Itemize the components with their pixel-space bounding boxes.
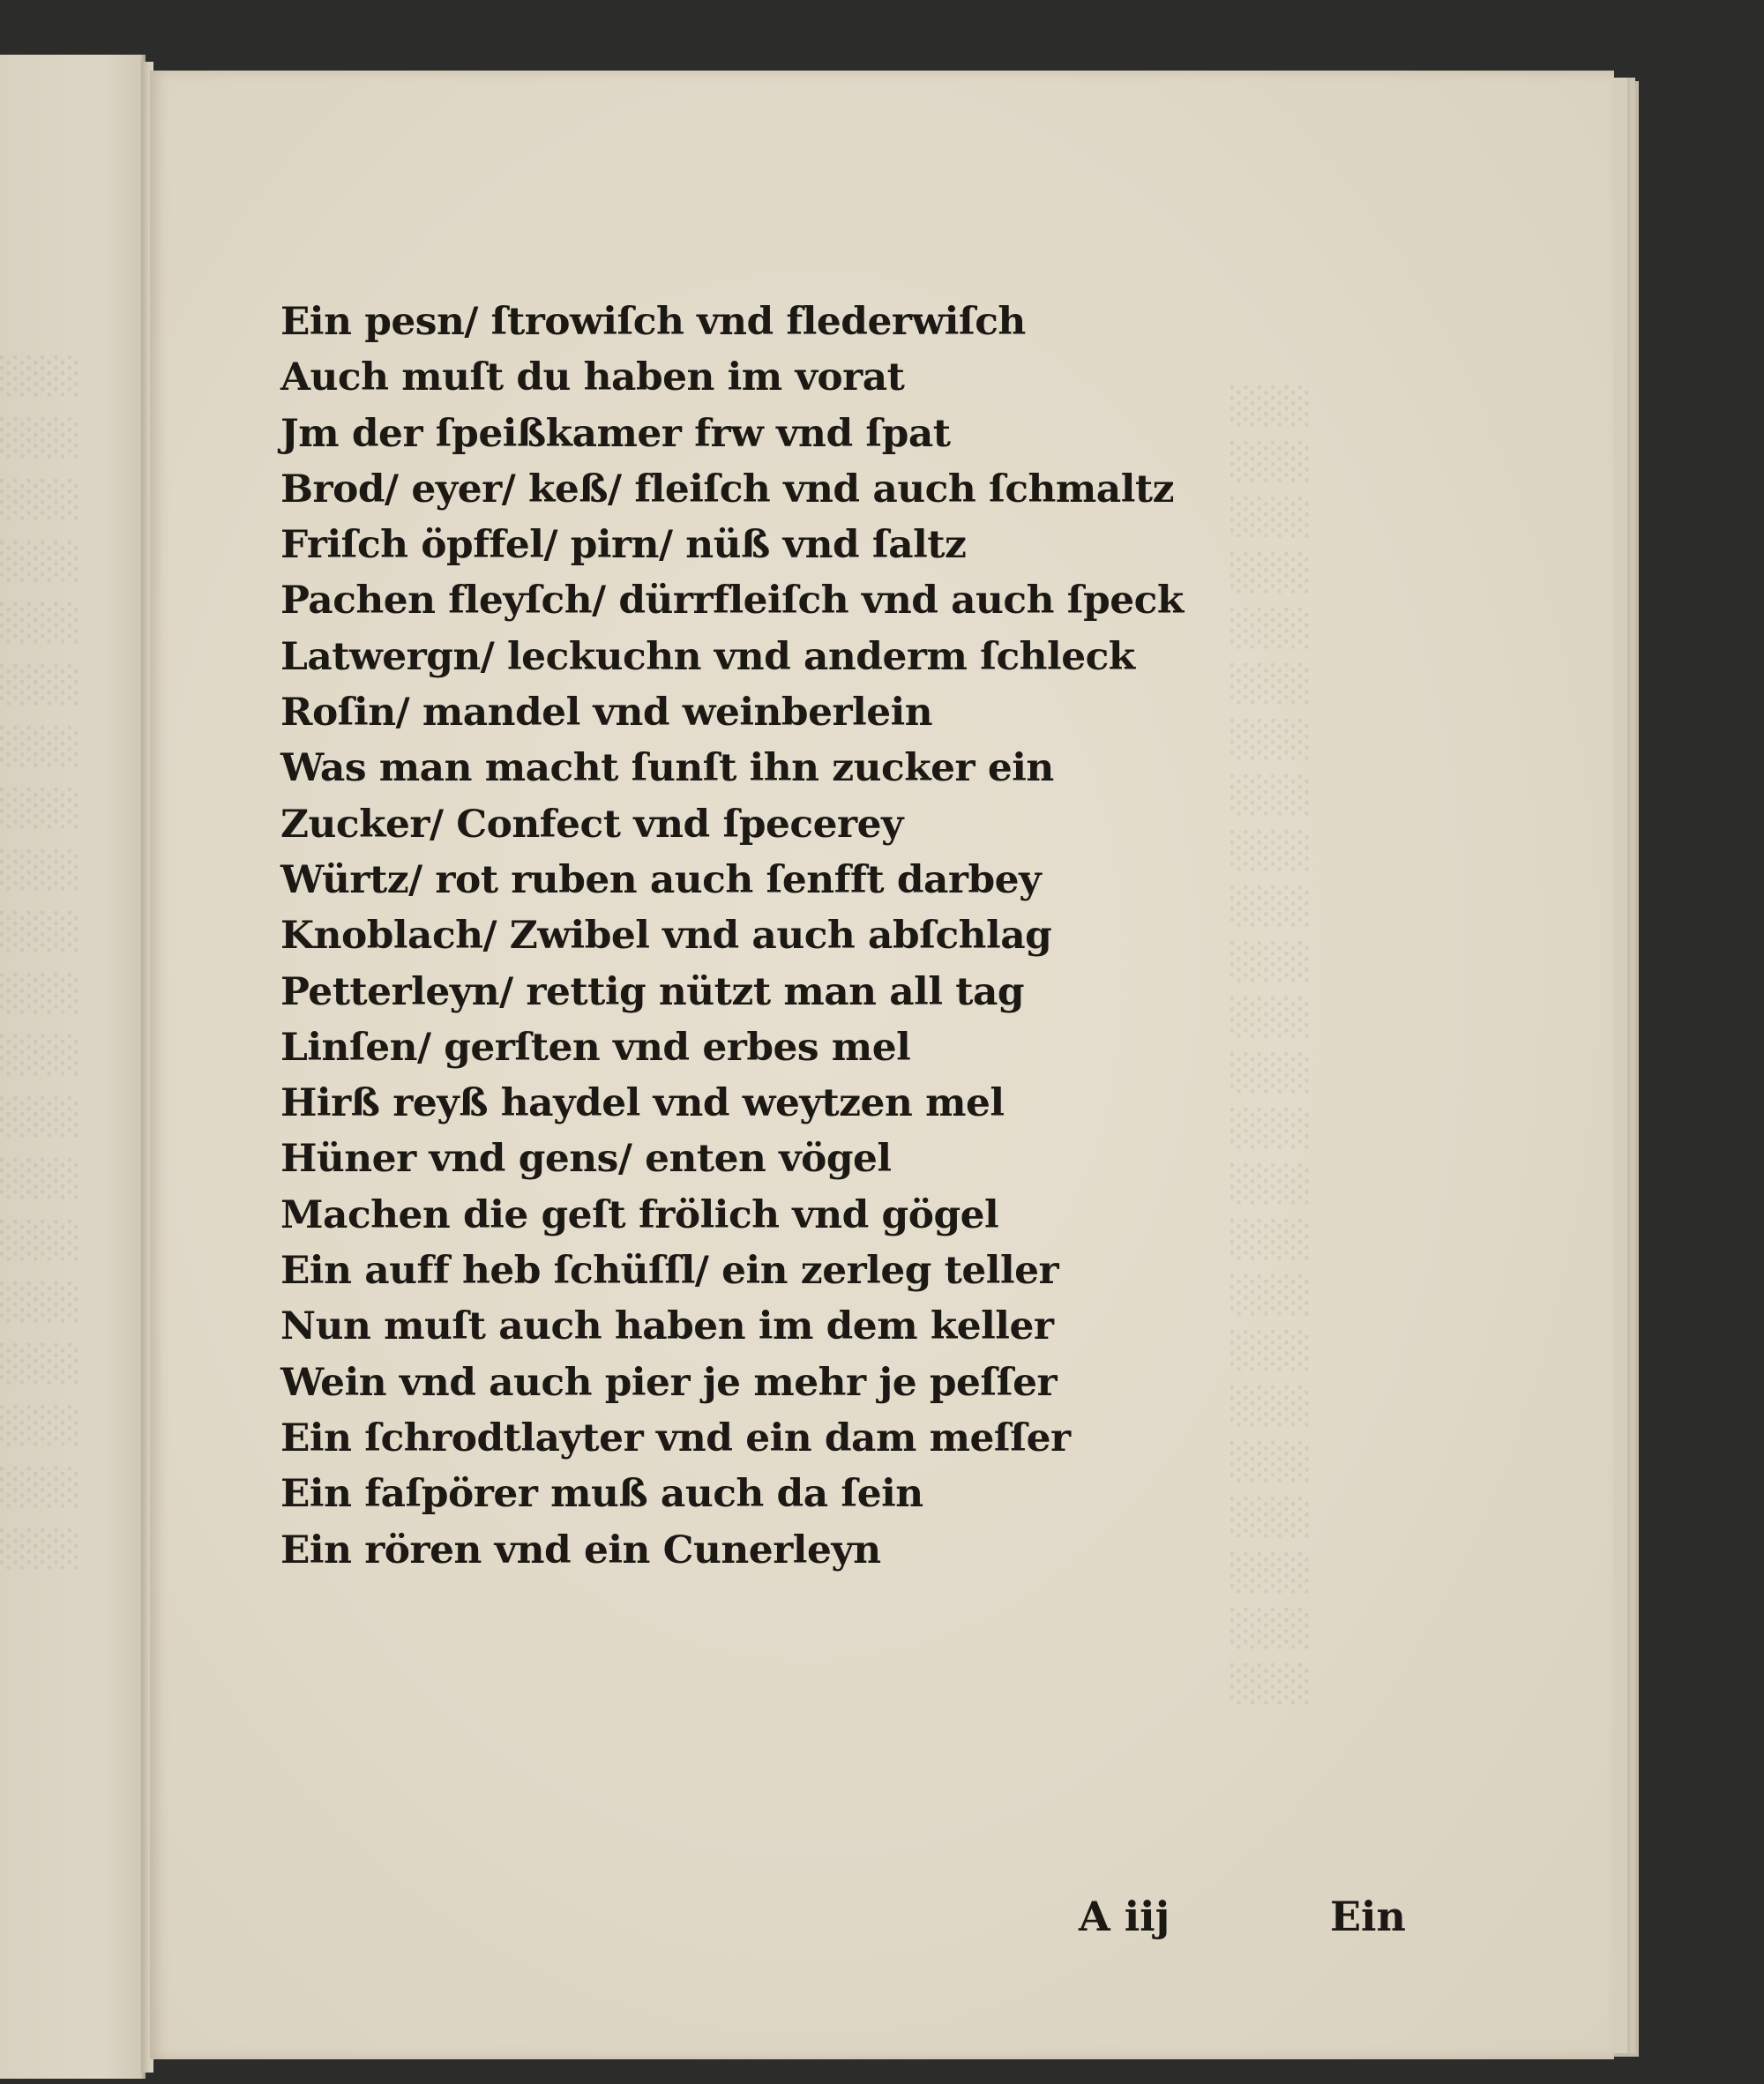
verse-line: Jm der ſpeißkamer frw vnd ſpat (280, 411, 951, 456)
verse-line: Würtz/ rot ruben auch ſenfft darbey (280, 857, 1042, 902)
page-footer (1079, 1893, 1449, 1954)
right-page-bleed-through: ░░░ ░░░ ░░░ ░░░ ░░░ ░░░ ░░░ ░░░ ░░░ ░░░ ░░░ ░░░ ░░░ ░░░ ░░░ ░░░ ░░░ ░░░ ░░░ ░░░ ░░░ ░░░ ░░░ ░░░ (1230, 386, 1312, 1705)
verse-line: Hirß reyß haydel vnd weytzen mel (280, 1081, 1005, 1126)
catchword: Ein (1330, 1893, 1406, 1940)
verse-line: Petterleyn/ rettig nützt man all tag (280, 969, 1025, 1014)
verse-line: Ein faſpörer muß auch da ſein (280, 1472, 923, 1517)
verse-line: Hüner vnd gens/ enten vögel (280, 1137, 892, 1182)
verse-line: Nun muſt auch haben im dem keller (280, 1304, 1054, 1349)
verse-line: Friſch öpffel/ pirn/ nüß vnd ſaltz (280, 523, 967, 568)
verse-line: Auch muſt du haben im vorat (280, 355, 905, 400)
verse-text-block (280, 295, 1406, 1940)
verse-line: Wein vnd auch pier je mehr je peſſer (280, 1360, 1058, 1405)
verse-line: Roſin/ mandel vnd weinberlein (280, 691, 933, 736)
verse-line: Linſen/ gerſten vnd erbes mel (280, 1025, 911, 1070)
left-page-edge (0, 55, 146, 2079)
left-page-bleed-through: ░░░ ░░░ ░░░ ░░░ ░░░ ░░░ ░░░ ░░░ ░░░ ░░░ ░░░ ░░░ ░░░ ░░░ ░░░ ░░░ ░░░ ░░░ ░░░ ░░░ (0, 356, 82, 1570)
verse-line: Ein ſchrodtlayter vnd ein dam meſſer (280, 1415, 1071, 1460)
verse-line: Ein auff heb ſchüſſl/ ein zerleg teller (280, 1249, 1059, 1294)
verse-line: Ein pesn/ ſtrowiſch vnd flederwiſch (280, 300, 1026, 344)
verse-line: Zucker/ Confect vnd ſpecerey (280, 802, 903, 847)
verse-line: Ein rören vnd ein Cunerleyn (280, 1528, 881, 1572)
verse-line: Brod/ eyer/ keß/ fleiſch vnd auch ſchmaltz (280, 467, 1175, 512)
verse-line: Pachen fleyſch/ dürrfleiſch vnd auch ſpeck (280, 579, 1184, 624)
verse-line: Machen die geſt frölich vnd gögel (280, 1192, 999, 1237)
verse-line: Latwergn/ leckuchn vnd anderm ſchleck (280, 634, 1135, 679)
verse-line: Knoblach/ Zwibel vnd auch abſchlag (280, 914, 1052, 959)
verse-line: Was man macht ſunſt ihn zucker ein (280, 746, 1054, 791)
signature-mark: A iij (1079, 1893, 1170, 1940)
